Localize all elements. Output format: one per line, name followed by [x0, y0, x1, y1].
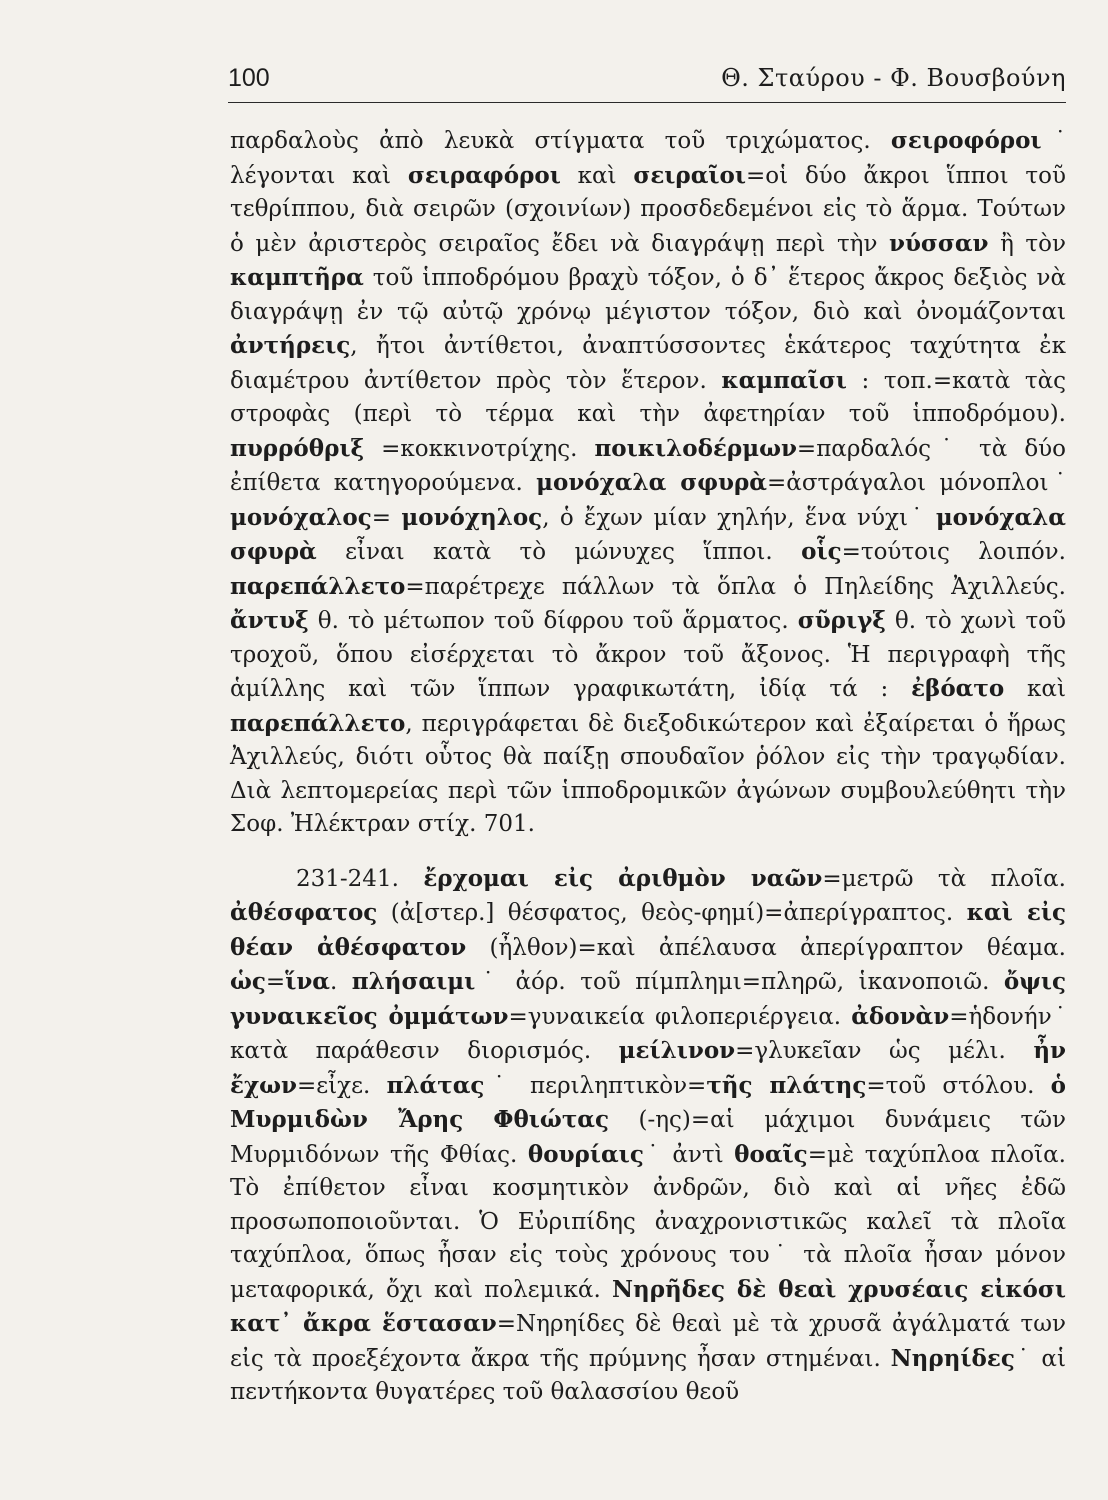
gloss-text: =οἱ δύο ἄκροι ἵπποι τοῦ τεθρίππου, διὰ σειρῶν (σχοινίων) προσδεδεμένοι εἰς τὸ ἅρμα. Τούτων ὁ μὲν ἀριστερὸς σειραῖος ἔδει νὰ διαγράψῃ περὶ τὴν [230, 162, 1066, 257]
lemma-term: παρεπάλλετο [230, 709, 406, 737]
lemma-term: πλήσαιμι [351, 968, 476, 995]
gloss-text: 231-241. [296, 865, 424, 892]
gloss-text: (ἦλθον)=καὶ ἀπέλαυσα ἀπερίγραπτον θέαμα. [466, 934, 1066, 961]
commentary-paragraph-2 [230, 862, 1066, 1410]
lemma-term: ἀντήρεις [230, 332, 351, 359]
gloss-text: καὶ [560, 162, 634, 189]
gloss-text: =μὲ ταχύπλοα πλοῖα. Τὸ ἐπίθετον εἶναι κοσμητικὸν ἀνδρῶν, διὸ καὶ αἱ νῆες ἐδῶ προσωποποιοῦνται. Ὁ Εὐριπίδης ἀναχρονιστικῶς καλεῖ τὰ πλοῖα ταχύπλοα, ὅπως ἦσαν εἰς τοὺς χρόνους του˙ τὰ πλοῖα ἦσαν μόνον μεταφορικά, ὄχι καὶ πολεμικά. [230, 1141, 1066, 1303]
gloss-text: =γλυκεῖαν ὡς μέλι. [735, 1038, 1034, 1064]
gloss-text: : τοπ.=κατὰ τὰς στροφὰς (περὶ τὸ τέρμα καὶ τὴν ἀφετηρίαν τοῦ ἱπποδρόμου). [230, 367, 1066, 427]
lemma-term: σειραῖοι [633, 161, 747, 189]
lemma-term: ἀθέσφατος [230, 899, 378, 926]
gloss-text: =εἶχε. [296, 1072, 387, 1099]
gloss-text: = [371, 504, 402, 531]
lemma-term: καμπαῖσι [721, 366, 847, 394]
lemma-term: θουρίαις [527, 1140, 644, 1168]
lemma-term: πλάτας [386, 1071, 485, 1099]
lemma-term: ὁ Μυρμιδὼν Ἄρης Φθιώτας [230, 1071, 1066, 1133]
lemma-term: ἦν ἔχων [230, 1037, 1066, 1099]
page-number: 100 [228, 64, 270, 92]
lemma-term: ἄντυξ [230, 607, 309, 634]
lemma-term: Νηρῆδες δὲ θεαὶ χρυσέαις εἰκόσι κατ᾽ ἄκρα ἕστασαν [230, 1275, 1066, 1337]
lemma-term: μονόχαλα σφυρὰ [230, 503, 1066, 565]
lemma-term: ἔρχομαι εἰς ἀριθμὸν ναῶν [423, 864, 823, 892]
gloss-text: =παρδαλός˙ τὰ δύο ἐπίθετα κατηγορούμενα. [230, 435, 1066, 496]
gloss-text: =τοῦ στόλου. [866, 1072, 1051, 1099]
gloss-text: =ἀστράγαλοι μόνοπλοι˙ [767, 470, 1066, 496]
lemma-term: ἐβόατο [911, 675, 1005, 702]
lemma-term: σειραφόροι [407, 161, 561, 189]
gloss-text: =τούτοις λοιπόν. [841, 539, 1066, 565]
gloss-text: θ. τὸ χωνὶ τοῦ τροχοῦ, ὅπου εἰσέρχεται τὸ ἄκρον τοῦ ἄξονος. Ἡ περιγραφὴ τῆς ἁμίλλης καὶ τῶν ἵππων γραφικωτάτη, ἰδίᾳ τά : [230, 608, 1066, 702]
gloss-text: ˙ λέγονται καὶ [230, 128, 1066, 189]
lemma-term: νύσσαν [889, 229, 989, 257]
lemma-term: μονόχαλα σφυρὰ [536, 469, 768, 496]
page-header [228, 62, 1066, 103]
running-head: Θ. Σταύρου - Φ. Βουσβούνη [721, 64, 1066, 92]
gloss-text: (-ης)=αἱ μάχιμοι δυνάμεις τῶν Μυρμιδόνων τῆς Φθίας. [230, 1107, 1066, 1168]
gloss-text: καὶ [1004, 676, 1066, 702]
lemma-term: ἀδονὰν [851, 1002, 950, 1030]
lemma-term: σειροφόροι [890, 127, 1042, 154]
lemma-term: μείλινον [618, 1037, 736, 1064]
lemma-term: ἵνα [285, 968, 330, 995]
lemma-term: οἷς [801, 538, 842, 565]
gloss-text: , περιγράφεται δὲ διεξοδικώτερον καὶ ἐξαίρεται ὁ ἥρως Ἀχιλλεύς, διότι οὗτος θὰ παίξῃ σπουδαῖον ῥόλον εἰς τὴν τραγῳδίαν. Διὰ λεπτομερείας περὶ τῶν ἱπποδρομικῶν ἀγώνων συμβουλεύθητι τὴν Σοφ. Ἠλέκτραν στίχ. 701. [230, 710, 1066, 837]
gloss-text: ˙ ἀντὶ [643, 1141, 735, 1168]
lemma-term: παρεπάλλετο [230, 572, 406, 600]
lemma-term: θοαῖς [734, 1140, 808, 1168]
gloss-text: τοῦ ἱπποδρόμου βραχὺ τόξον, ὁ δ᾽ ἕτερος ἄκρος δεξιὸς νὰ διαγράψῃ ἐν τῷ αὐτῷ χρόνῳ μέγιστον τόξον, διὸ καὶ ὀνομάζονται [230, 265, 1066, 325]
gloss-text: =Νηρηίδες δὲ θεαὶ μὲ τὰ χρυσᾶ ἀγάλματά των εἰς τὰ προεξέχοντα ἄκρα τῆς πρύμνης ἦσαν στημέναι. [230, 1311, 1066, 1372]
gloss-text: =γυναικεία φιλοπεριέργεια. [508, 1003, 852, 1030]
gloss-text: θ. τὸ μέτωπον τοῦ δίφρου τοῦ ἅρματος. [308, 608, 798, 634]
gloss-text: ˙ ἀόρ. τοῦ πίμπλημι=πληρῶ, ἱκανοποιῶ. [475, 969, 1004, 995]
gloss-text: = [265, 969, 286, 995]
lemma-term: πυρρόθριξ [230, 434, 365, 462]
gloss-text: εἶναι κατὰ τὸ μώνυχες ἵπποι. [316, 539, 802, 565]
gloss-text: ˙ αἱ πεντήκοντα θυγατέρες τοῦ θαλασσίου θεοῦ [230, 1345, 1066, 1405]
gloss-text: =μετρῶ τὰ πλοῖα. [822, 865, 1066, 892]
lemma-term: τῆς πλάτης [706, 1071, 867, 1099]
gloss-text: . [329, 969, 352, 995]
gloss-text: , ὁ ἔχων μίαν χηλήν, ἕνα νύχι˙ [542, 504, 936, 531]
lemma-term: ὡς [230, 968, 266, 995]
gloss-text: , ἤτοι ἀντίθετοι, ἀναπτύσσοντες ἑκάτερος ταχύτητα ἐκ διαμέτρου ἀντίθετον πρὸς τὸν ἕτερον. [230, 333, 1066, 394]
gloss-text: =ἡδονήν˙ κατὰ παράθεσιν διορισμός. [230, 1003, 1066, 1064]
commentary-paragraph-1 [230, 124, 1066, 842]
lemma-term: μονόχηλος [401, 503, 543, 531]
gloss-text: (ἀ[στερ.] θέσφατος, θεὸς-φημί)=ἀπερίγραπτος. [377, 900, 967, 926]
lemma-term: ποικιλοδέρμων [594, 434, 797, 462]
lemma-term: ὄψις γυναικεῖος ὀμμάτων [230, 968, 1066, 1030]
gloss-text: ἢ τὸν [988, 230, 1066, 257]
lemma-term: Νηρηίδες [890, 1344, 1015, 1372]
gloss-text: ˙ περιληπτικὸν= [484, 1072, 707, 1099]
gloss-text: =παρέτρεχε πάλλων τὰ ὅπλα ὁ Πηλείδης Ἀχιλλεύς. [405, 573, 1066, 600]
commentary-text [230, 124, 1066, 1410]
lemma-term: μονόχαλος [230, 503, 372, 531]
gloss-text: παρδαλοὺς ἀπὸ λευκὰ στίγματα τοῦ τριχώματος. [230, 128, 891, 154]
lemma-term: σῦριγξ [797, 607, 886, 634]
lemma-term: καμπτῆρα [230, 264, 364, 291]
lemma-term: καὶ εἰς θέαν ἀθέσφατον [230, 899, 1066, 961]
gloss-text: =κοκκινοτρίχης. [364, 435, 595, 462]
